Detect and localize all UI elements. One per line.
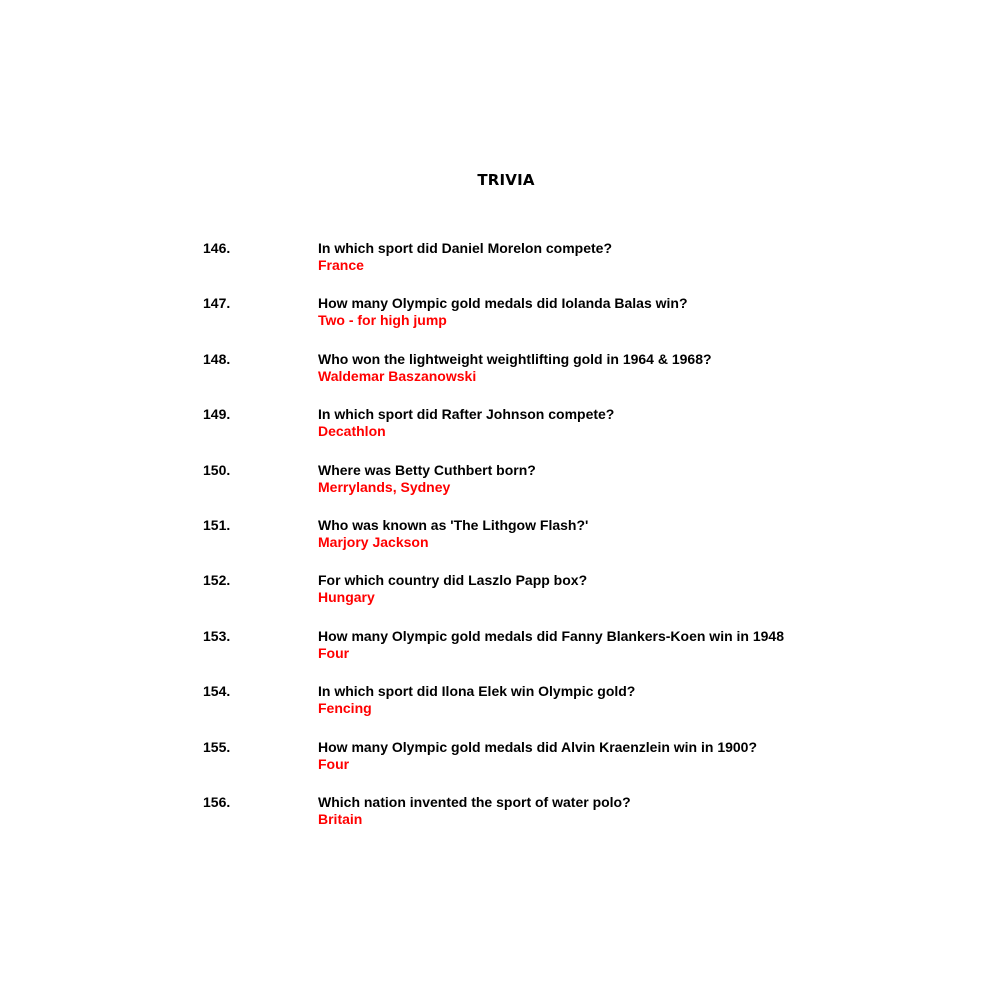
- page-title: TRIVIA: [477, 171, 535, 189]
- question-text: In which sport did Rafter Johnson compete?: [318, 406, 615, 423]
- answer-text: Four: [318, 755, 350, 772]
- trivia-item: [0, 739, 1000, 794]
- question-text: In which sport did Ilona Elek win Olympic gold?: [318, 683, 636, 700]
- trivia-item: [0, 628, 1000, 683]
- trivia-item: [0, 295, 1000, 350]
- answer-text: Decathlon: [318, 423, 386, 440]
- question-text: In which sport did Daniel Morelon compete?: [318, 240, 613, 256]
- answer-text: Fencing: [318, 700, 372, 717]
- trivia-item: [0, 462, 1000, 517]
- question-number: 154.: [203, 683, 231, 700]
- question-number: 152.: [203, 572, 231, 589]
- answer-text: Two - for high jump: [318, 312, 447, 329]
- question-text: Who was known as 'The Lithgow Flash?': [318, 516, 589, 533]
- question-text: Which nation invented the sport of water polo?: [318, 793, 631, 810]
- trivia-item: [0, 517, 1000, 572]
- question-number: 149.: [203, 406, 231, 423]
- answer-text: Marjory Jackson: [318, 533, 429, 550]
- question-number: 155.: [203, 738, 231, 755]
- question-number: 153.: [203, 627, 231, 644]
- question-text: How many Olympic gold medals did Alvin Kraenzlein win in 1900?: [318, 738, 758, 755]
- question-text: Who won the lightweight weightlifting gold in 1964 & 1968?: [318, 350, 712, 367]
- trivia-item: [0, 351, 1000, 406]
- question-number: 151.: [203, 516, 231, 533]
- question-number: 156.: [203, 793, 231, 810]
- answer-text: Britain: [318, 810, 363, 827]
- trivia-item: [0, 240, 1000, 295]
- answer-text: France: [318, 257, 364, 273]
- question-text: How many Olympic gold medals did Iolanda Balas win?: [318, 295, 688, 312]
- trivia-item: [0, 683, 1000, 738]
- answer-text: Hungary: [318, 589, 375, 606]
- question-text: For which country did Laszlo Papp box?: [318, 572, 588, 589]
- answer-text: Waldemar Baszanowski: [318, 367, 477, 384]
- question-number: 146.: [203, 240, 231, 256]
- trivia-list: [0, 240, 1000, 849]
- answer-text: Four: [318, 644, 350, 661]
- question-number: 147.: [203, 295, 231, 312]
- trivia-item: [0, 406, 1000, 461]
- question-text: How many Olympic gold medals did Fanny Blankers-Koen win in 1948: [318, 627, 784, 644]
- question-text: Where was Betty Cuthbert born?: [318, 461, 536, 478]
- trivia-item: [0, 572, 1000, 627]
- trivia-item: [0, 794, 1000, 849]
- answer-text: Merrylands, Sydney: [318, 478, 451, 495]
- question-number: 148.: [203, 350, 231, 367]
- question-number: 150.: [203, 461, 231, 478]
